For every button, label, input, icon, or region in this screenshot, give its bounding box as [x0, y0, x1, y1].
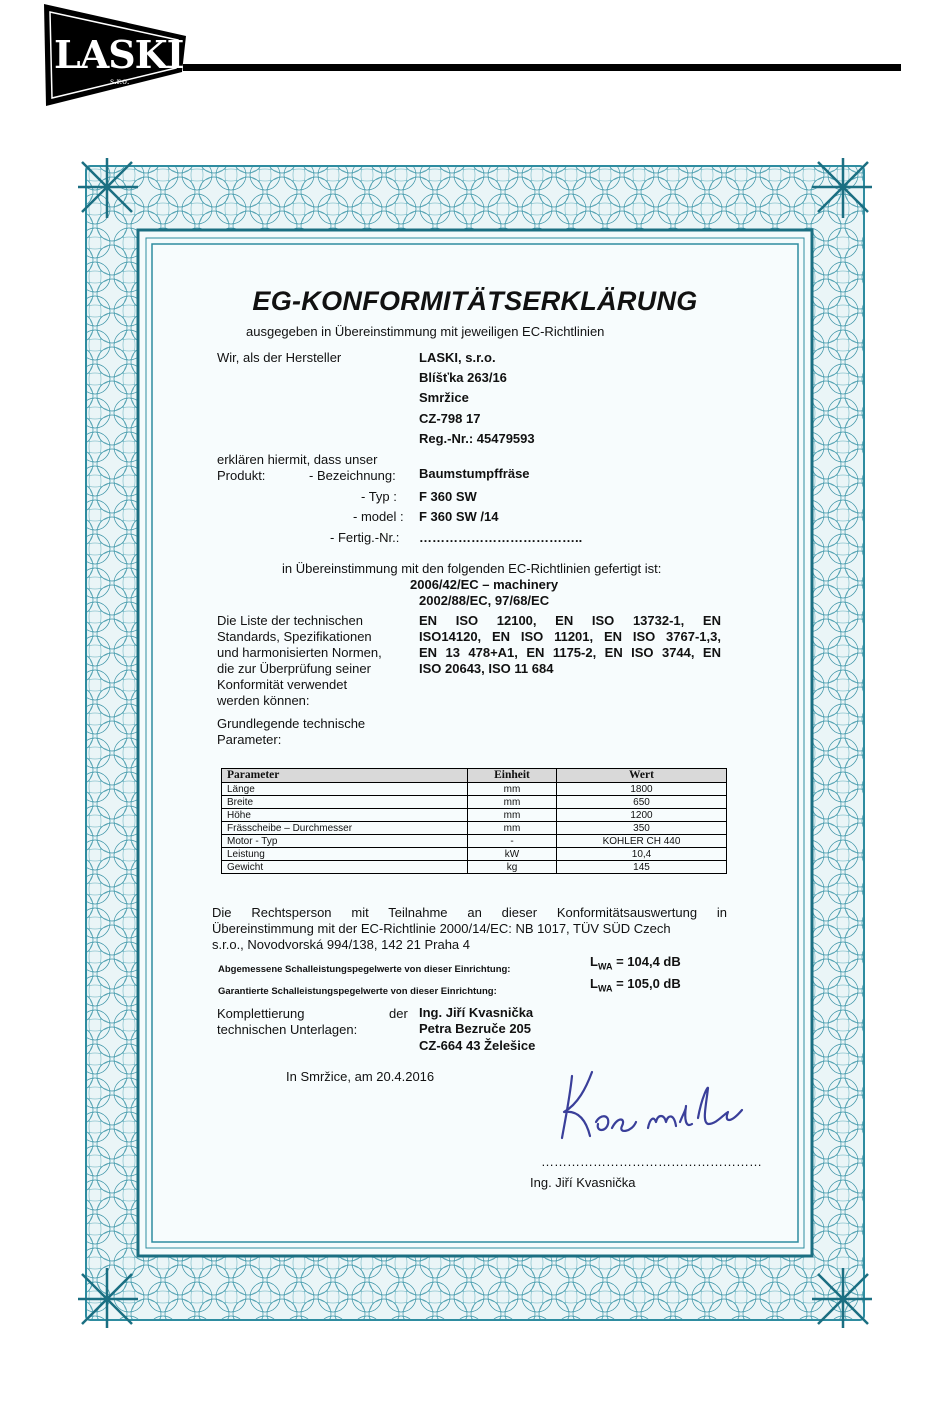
notified-body-text: s.r.o., Novodvorská 994/138, 142 21 Praha 4: [212, 937, 471, 952]
page-title: EG-KONFORMITÄTSERKLÄRUNG: [252, 286, 698, 316]
lwa-subscript: WA: [597, 983, 613, 994]
notified-body-text: Die Rechtsperson mit Teilnahme an dieser Konformitätsauswertung in: [212, 905, 727, 920]
table-cell: kW: [468, 848, 557, 861]
notified-body-text: Übereinstimmung mit der EC-Richtlinie 2000/14/EC: NB 1017, TÜV SÜD Czech: [212, 921, 671, 936]
docs-name: Ing. Jiří Kvasnička: [419, 1005, 534, 1020]
lwa-subscript: WA: [597, 961, 613, 972]
guaranteed-noise-value: [590, 976, 681, 997]
guaranteed-noise-number: = 105,0 dB: [616, 976, 681, 991]
docs-city: CZ-664 43 Želešice: [419, 1038, 536, 1053]
docs-street: Petra Bezruče 205: [419, 1021, 532, 1036]
table-cell: mm: [468, 809, 557, 822]
standards-line: ISO 20643, ISO 11 684: [419, 661, 554, 676]
table-cell: -: [468, 835, 557, 848]
column-header: Wert: [557, 769, 727, 783]
manufacturer-street: Blíšťka 263/16: [419, 370, 507, 385]
table-cell: Breite: [222, 796, 468, 809]
table-cell: Höhe: [222, 809, 468, 822]
standards-label: Konformität verwendet: [217, 677, 348, 692]
standards-line: EN ISO 12100, EN ISO 13732-1, EN: [419, 613, 721, 628]
signatory-name: Ing. Jiří Kvasnička: [530, 1175, 636, 1190]
table-cell: 145: [557, 861, 727, 874]
standards-line: ISO14120, EN ISO 11201, EN ISO 3767-1,3,: [419, 629, 721, 644]
docs-label: Komplettierung: [217, 1006, 305, 1021]
table-cell: Länge: [222, 783, 468, 796]
lwa-symbol: L: [590, 954, 598, 969]
directive-machinery: 2006/42/EC – machinery: [410, 577, 559, 592]
declare-line: erklären hiermit, dass unser: [217, 452, 378, 467]
serial-value: ………………………………..: [419, 530, 583, 545]
model-label: - model :: [353, 509, 404, 524]
table-row: [222, 835, 727, 848]
signature-line: ……………………………………………: [541, 1154, 762, 1169]
table-cell: 1200: [557, 809, 727, 822]
standards-line: EN 13 478+A1, EN 1175-2, EN ISO 3744, EN: [419, 645, 721, 660]
column-header: Parameter: [222, 769, 468, 783]
manufacturer-zip: CZ-798 17: [419, 411, 481, 426]
standards-label: Standards, Spezifikationen: [217, 629, 372, 644]
product-label: Produkt:: [217, 468, 266, 483]
subtitle: ausgegeben in Übereinstimmung mit jeweiligen EC-Richtlinien: [246, 324, 605, 339]
table-cell: Gewicht: [222, 861, 468, 874]
standards-label: und harmonisierten Normen,: [217, 645, 382, 660]
serial-label: - Fertig.-Nr.:: [330, 530, 400, 545]
model-value: F 360 SW /14: [419, 509, 499, 524]
docs-label-der: der: [389, 1006, 408, 1021]
standards-label: werden können:: [217, 693, 310, 708]
table-cell: mm: [468, 796, 557, 809]
params-label: Grundlegende technische: [217, 716, 366, 731]
table-cell: 350: [557, 822, 727, 835]
manufacturer-city: Smržice: [419, 390, 469, 405]
standards-label: Die Liste der technischen: [217, 613, 363, 628]
table-cell: mm: [468, 783, 557, 796]
type-label: - Typ :: [361, 489, 397, 504]
table-cell: Motor - Typ: [222, 835, 468, 848]
table-row: [222, 848, 727, 861]
lwa-symbol: L: [590, 976, 598, 991]
docs-label: technischen Unterlagen:: [217, 1022, 358, 1037]
manufacturer-label: Wir, als der Hersteller: [217, 350, 342, 365]
place-date: In Smržice, am 20.4.2016: [286, 1069, 435, 1084]
directive-other: 2002/88/EC, 97/68/EC: [419, 593, 550, 608]
table-cell: mm: [468, 822, 557, 835]
table-cell: kg: [468, 861, 557, 874]
table-row: [222, 861, 727, 874]
svg-text:s.r.o.: s.r.o.: [110, 77, 130, 86]
table-cell: Leistung: [222, 848, 468, 861]
designation-value: Baumstumpffräse: [419, 466, 530, 481]
standards-label: die zur Überprüfung seiner: [217, 661, 371, 676]
column-header: Einheit: [468, 769, 557, 783]
type-value: F 360 SW: [419, 489, 477, 504]
signature-image: [552, 1066, 752, 1146]
designation-label: - Bezeichnung:: [309, 468, 396, 483]
manufacturer-name: LASKI, s.r.o.: [419, 350, 496, 365]
table-row: [222, 783, 727, 796]
table-cell: Frässcheibe – Durchmesser: [222, 822, 468, 835]
parameters-table: [221, 768, 727, 874]
table-cell: 1800: [557, 783, 727, 796]
svg-text:LASKI: LASKI: [54, 32, 184, 77]
table-row: [222, 822, 727, 835]
guaranteed-noise-label: Garantierte Schalleistungspegelwerte von dieser Einrichtung:: [218, 986, 497, 997]
measured-noise-label: Abgemessene Schalleistungspegelwerte von dieser Einrichtung:: [218, 964, 511, 975]
measured-noise-number: = 104,4 dB: [616, 954, 681, 969]
table-row: [222, 796, 727, 809]
table-header-row: [222, 769, 727, 783]
measured-noise-value: [590, 954, 681, 975]
table-cell: KOHLER CH 440: [557, 835, 727, 848]
table-cell: 650: [557, 796, 727, 809]
directives-intro: in Übereinstimmung mit den folgenden EC-Richtlinien gefertigt ist:: [282, 561, 662, 576]
params-label: Parameter:: [217, 732, 282, 747]
table-row: [222, 809, 727, 822]
manufacturer-reg: Reg.-Nr.: 45479593: [419, 431, 535, 446]
table-cell: 10,4: [557, 848, 727, 861]
